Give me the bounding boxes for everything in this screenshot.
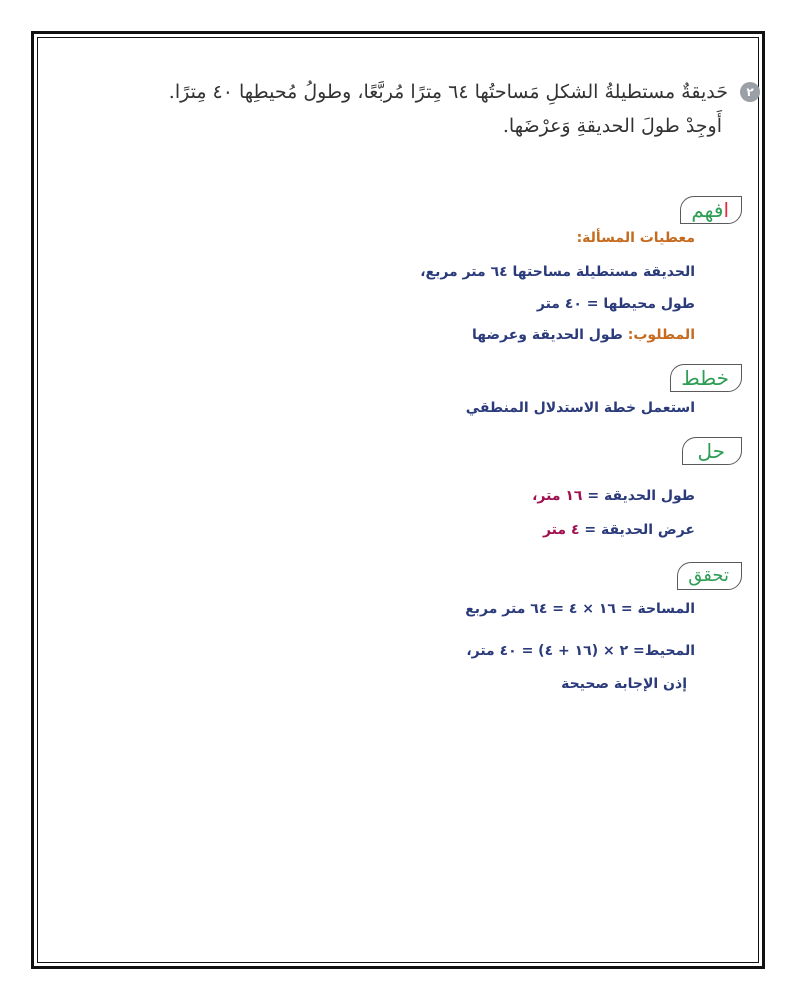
tab-understand-first-letter: ا (723, 198, 729, 222)
tab-understand (680, 196, 742, 224)
solve-width-label: عرض الحديقة = (579, 522, 695, 538)
givens-label: معطيات المسألة: (576, 230, 695, 246)
tab-plan: خطط (670, 364, 742, 392)
check-conclusion: إذن الإجابة صحيحة (561, 676, 687, 692)
given-area: الحديقة مستطيلة مساحتها ٦٤ متر مربع، (420, 264, 695, 280)
question-block (80, 75, 760, 143)
required-line (472, 327, 695, 343)
solve-width-value: ٤ متر (542, 522, 580, 538)
tab-solve: حل (682, 437, 742, 465)
solve-width (543, 522, 695, 538)
question-line-1 (80, 75, 760, 109)
question-text-line-2: أَوجِدْ طولَ الحديقةِ وَعرْضَها. (502, 115, 722, 137)
check-perimeter: المحيط= ٢ × (١٦ + ٤) = ٤٠ متر، (466, 643, 695, 659)
solve-length-value: ١٦ متر، (532, 488, 583, 504)
question-text-line-1: حَديقةٌ مستطيلةُ الشكلِ مَساحتُها ٦٤ مِترًا مُربَّعًا، وطولُ مُحيطِها ٤٠ مِترًا. (168, 81, 728, 103)
check-area: المساحة = ١٦ × ٤ = ٦٤ متر مربع (465, 601, 695, 617)
required-text: طول الحديقة وعرضها (471, 327, 628, 343)
solve-length (532, 488, 695, 504)
required-label: المطلوب: (627, 327, 695, 343)
solve-length-label: طول الحديقة = (582, 488, 695, 504)
given-perimeter: طول محيطها = ٤٠ متر (536, 296, 695, 312)
tab-check: تحقق (677, 562, 742, 590)
tab-understand-rest: فهم (691, 198, 724, 222)
question-number: ٢ (740, 82, 760, 102)
plan-text: استعمل خطة الاستدلال المنطقي (465, 400, 695, 416)
